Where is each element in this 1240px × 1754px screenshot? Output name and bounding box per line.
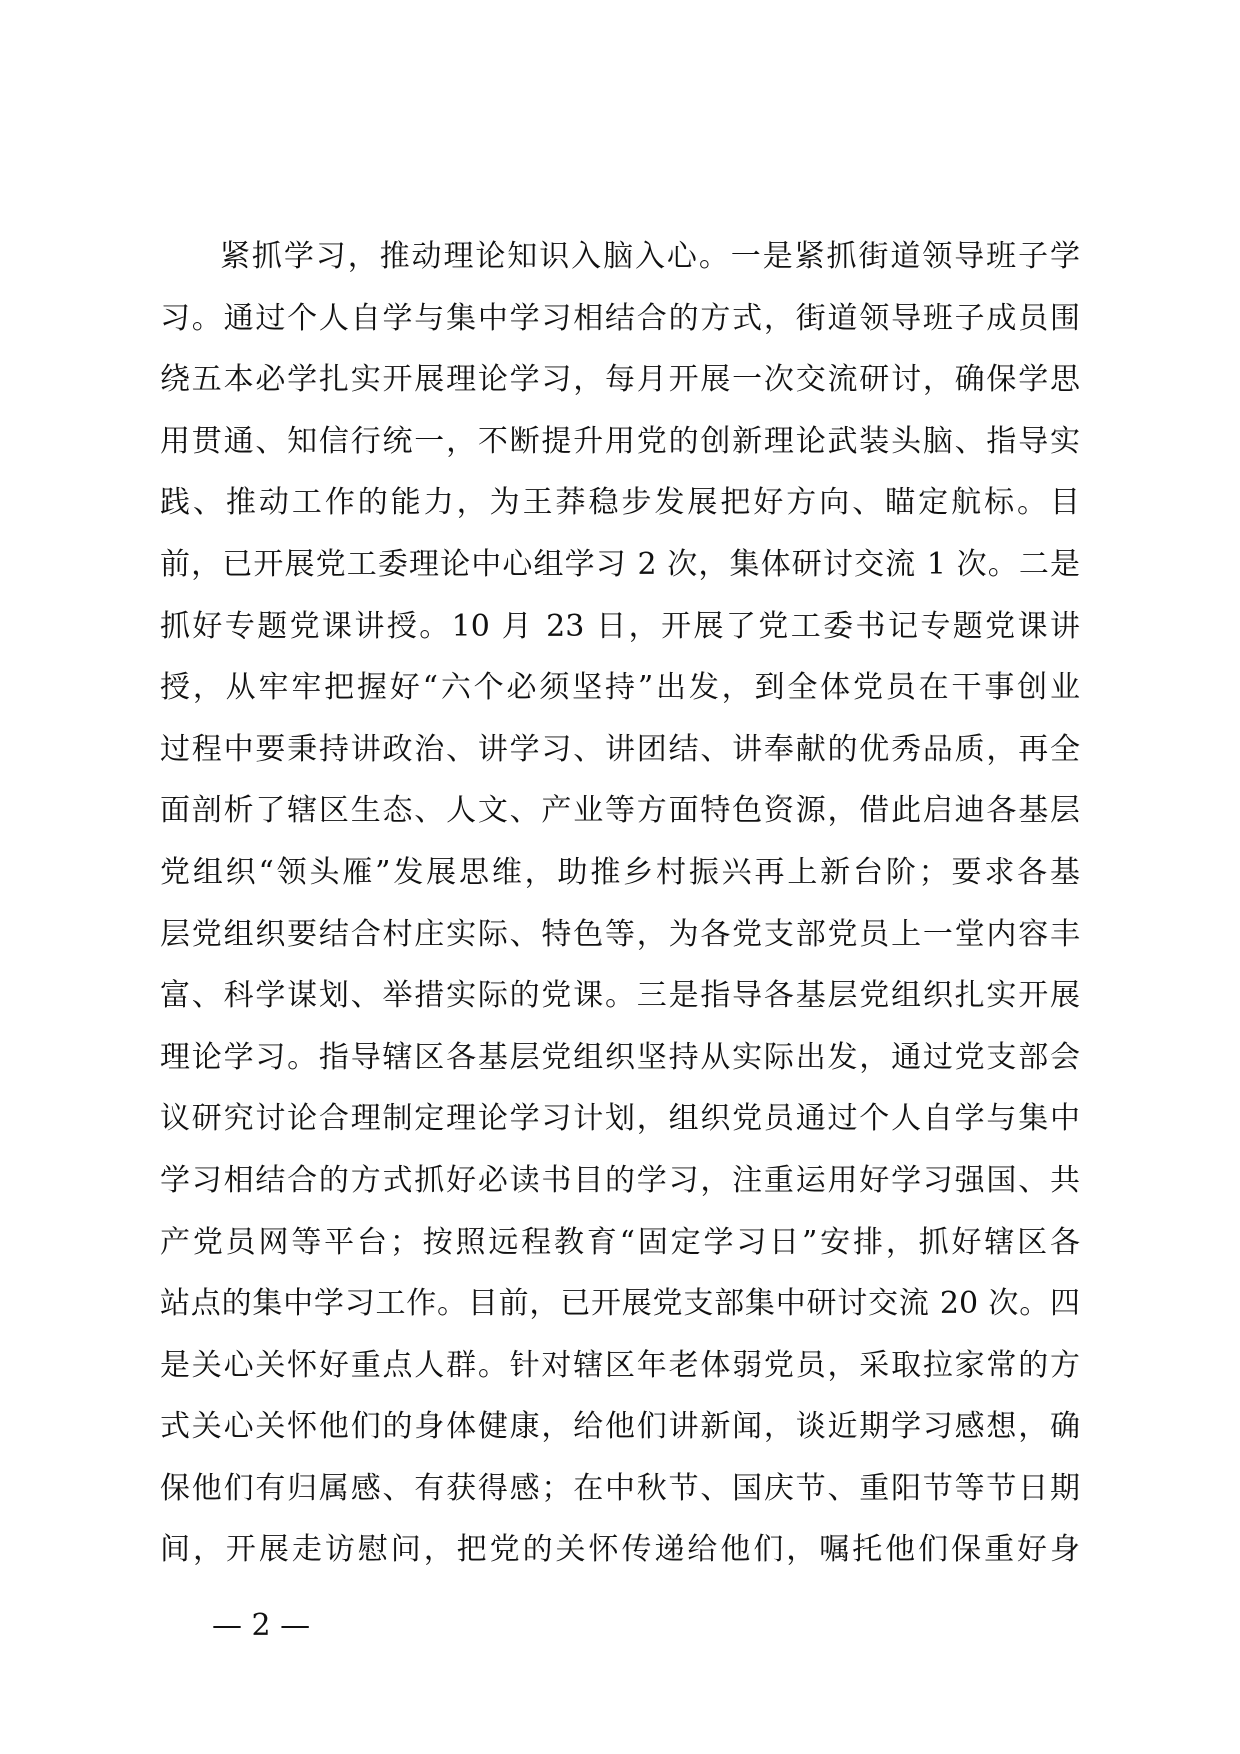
paragraph-line: 授，从牢牢把握好“六个必须坚持”出发，到全体党员在干事创业: [160, 670, 1080, 706]
page-number: — 2 —: [212, 1608, 311, 1643]
paragraph-line: 产党员网等平台；按照远程教育“固定学习日”安排，抓好辖区各: [160, 1224, 1080, 1260]
paragraph-line: 站点的集中学习工作。目前，已开展党支部集中研讨交流 20 次。四: [160, 1286, 1080, 1322]
paragraph-line: 践、推动工作的能力，为王莽稳步发展把好方向、瞄定航标。目: [160, 485, 1080, 521]
paragraph-line: 用贯通、知信行统一，不断提升用党的创新理论武装头脑、指导实: [160, 423, 1080, 459]
paragraph-line: 过程中要秉持讲政治、讲学习、讲团结、讲奉献的优秀品质，再全: [160, 731, 1080, 767]
paragraph-line: 间，开展走访慰问，把党的关怀传递给他们，嘱托他们保重好身: [160, 1532, 1080, 1568]
paragraph-line: 面剖析了辖区生态、人文、产业等方面特色资源，借此启迪各基层: [160, 793, 1080, 829]
paragraph-line: 式关心关怀他们的身体健康，给他们讲新闻，谈近期学习感想，确: [160, 1409, 1080, 1445]
paragraph-line: 理论学习。指导辖区各基层党组织坚持从实际出发，通过党支部会: [160, 1039, 1080, 1075]
paragraph-line: 保他们有归属感、有获得感；在中秋节、国庆节、重阳节等节日期: [160, 1470, 1080, 1506]
paragraph-line: 绕五本必学扎实开展理论学习，每月开展一次交流研讨，确保学思: [160, 362, 1080, 398]
paragraph-line: 学习相结合的方式抓好必读书目的学习，注重运用好学习强国、共: [160, 1162, 1080, 1198]
paragraph-line: 习。通过个人自学与集中学习相结合的方式，街道领导班子成员围: [160, 300, 1080, 336]
paragraph-line: 富、科学谋划、举措实际的党课。三是指导各基层党组织扎实开展: [160, 978, 1080, 1014]
paragraph-line: 议研究讨论合理制定理论学习计划，组织党员通过个人自学与集中: [160, 1101, 1080, 1137]
paragraph-line: 党组织“领头雁”发展思维，助推乡村振兴再上新台阶；要求各基: [160, 854, 1080, 890]
paragraph-line: 层党组织要结合村庄实际、特色等，为各党支部党员上一堂内容丰: [160, 916, 1080, 952]
paragraph-line: 紧抓学习，推动理论知识入脑入心。一是紧抓街道领导班子学: [220, 239, 1080, 274]
paragraph-line: 是关心关怀好重点人群。针对辖区年老体弱党员，采取拉家常的方: [160, 1347, 1080, 1383]
paragraph-line: 前，已开展党工委理论中心组学习 2 次，集体研讨交流 1 次。二是: [160, 546, 1080, 582]
paragraph-line: 抓好专题党课讲授。10 月 23 日，开展了党工委书记专题党课讲: [160, 608, 1080, 644]
body-paragraph: [160, 226, 1080, 1581]
